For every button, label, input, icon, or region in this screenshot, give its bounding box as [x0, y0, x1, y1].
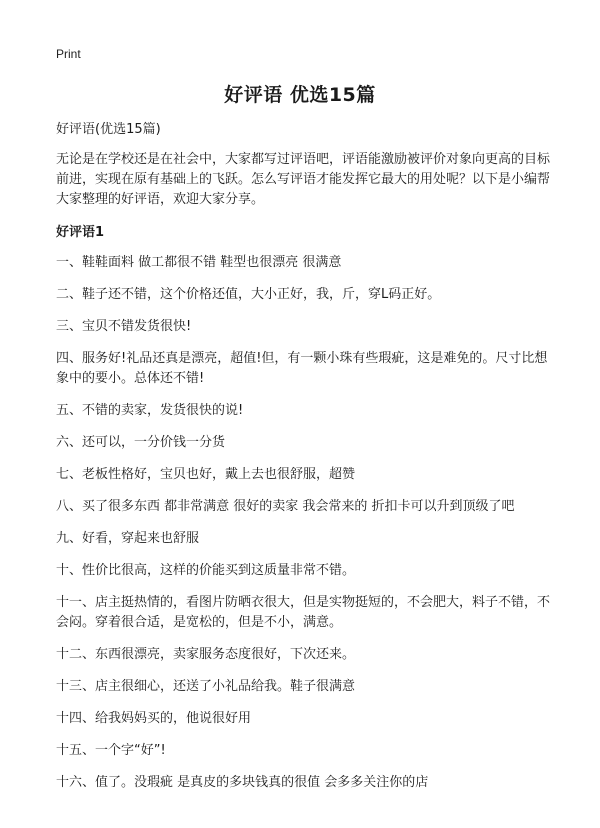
review-item-13: 十三、店主很细心，还送了小礼品给我。鞋子很满意 — [56, 679, 356, 694]
review-item-16: 十六、值了。没瑕疵 是真皮的多块钱真的很值 会多多关注你的店 — [56, 775, 429, 790]
document-subtitle: 好评语(优选15篇) — [56, 122, 161, 137]
review-item-4: 四、服务好!礼品还真是漂亮，超值!但，有一颗小珠有些瑕疵，这是难免的。尺寸比想象中的要小。总体还不错! — [56, 351, 548, 386]
review-item-5: 五、不错的卖家，发货很快的说! — [56, 403, 244, 418]
review-item-9: 九、好看，穿起来也舒服 — [56, 531, 200, 546]
document-body — [56, 120, 556, 805]
review-item-1: 一、鞋鞋面料 做工都很不错 鞋型也很漂亮 很满意 — [56, 255, 342, 270]
review-item-11: 十一、店主挺热情的，看图片防晒衣很大，但是实物挺短的，不会肥大，料子不错，不会闷。穿着很合适，是宽松的，但是不小，满意。 — [56, 595, 551, 630]
page-title: 好评语 优选15篇 — [224, 84, 376, 106]
print-link[interactable]: Print — [56, 47, 81, 61]
intro-paragraph: 无论是在学校还是在社会中，大家都写过评语吧，评语能激励被评价对象向更高的目标前进，实现在原有基础上的飞跃。怎么写评语才能发挥它最大的用处呢？以下是小编帮大家整理的好评语，欢迎大家分享。 — [56, 152, 551, 207]
review-item-3: 三、宝贝不错发货很快! — [56, 319, 192, 334]
review-item-10: 十、性价比很高，这样的价能买到这质量非常不错。 — [56, 563, 356, 578]
review-item-7: 七、老板性格好，宝贝也好，戴上去也很舒服，超赞 — [56, 467, 356, 482]
review-item-12: 十二、东西很漂亮，卖家服务态度很好，下次还来。 — [56, 647, 356, 662]
review-item-15: 十五、一个字“好”! — [56, 743, 166, 758]
section-heading: 好评语1 — [56, 225, 105, 240]
review-item-14: 十四、给我妈妈买的，他说很好用 — [56, 711, 252, 726]
review-item-2: 二、鞋子还不错，这个价格还值，大小正好，我，斤，穿L码正好。 — [56, 287, 441, 302]
review-item-6: 六、还可以，一分价钱一分货 — [56, 435, 226, 450]
review-item-8: 八、买了很多东西 都非常满意 很好的卖家 我会常来的 折扣卡可以升到顶级了吧 — [56, 499, 515, 514]
